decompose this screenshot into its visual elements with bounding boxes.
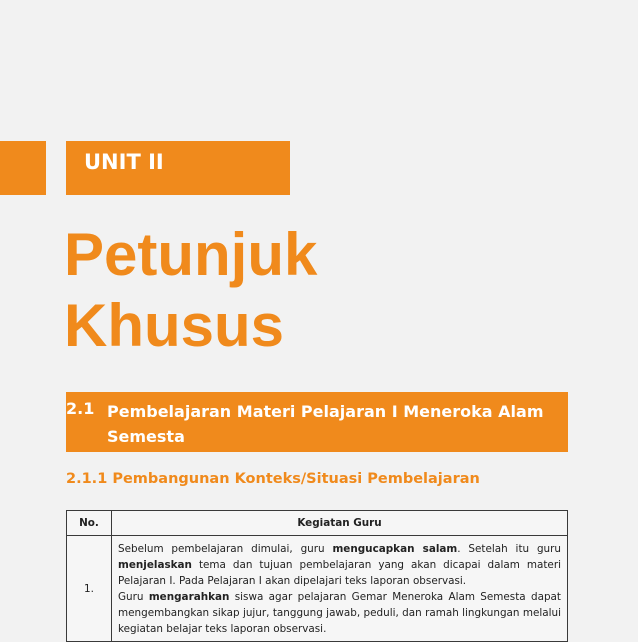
section-number: 2.1 <box>66 399 95 418</box>
table-row <box>67 536 568 642</box>
unit-accent-block <box>0 141 46 195</box>
teacher-activity-table <box>66 510 568 642</box>
row-number: 1. <box>67 536 112 642</box>
section-title: Pembelajaran Materi Pelajaran I Meneroka Alam Semesta <box>107 402 544 446</box>
header-no: No. <box>67 511 112 536</box>
chapter-title-line-2: Khusus <box>64 292 285 359</box>
bold-run: mengucapkan salam <box>332 543 458 555</box>
bold-run: menjelaskan <box>118 559 192 571</box>
unit-label: UNIT II <box>84 150 164 174</box>
table-header-row <box>67 511 568 536</box>
bold-run: mengarahkan <box>148 591 230 603</box>
text-run: Sebelum pembelajaran dimulai, guru <box>118 543 333 555</box>
header-activity: Kegiatan Guru <box>112 511 568 536</box>
subsection-title: 2.1.1 Pembangunan Konteks/Situasi Pembelajaran <box>66 471 480 487</box>
chapter-title-line-1: Petunjuk <box>64 221 318 288</box>
activity-paragraph-1 <box>118 541 561 589</box>
text-run: . Setelah itu guru <box>457 543 561 555</box>
activity-cell <box>112 536 568 642</box>
text-run: tema dan tujuan pembelajaran yang akan dicapai dalam materi Pelajaran I. Pada Pelajaran I akan dipelajari teks laporan observasi. <box>118 559 561 587</box>
text-run: Guru <box>118 591 149 603</box>
text-run: siswa agar pelajaran Gemar Meneroka Alam Semesta dapat mengembangkan sikap jujur, tanggung jawab, peduli, dan ramah lingkungan melalui kegiatan belajar teks laporan observasi. <box>118 591 561 635</box>
